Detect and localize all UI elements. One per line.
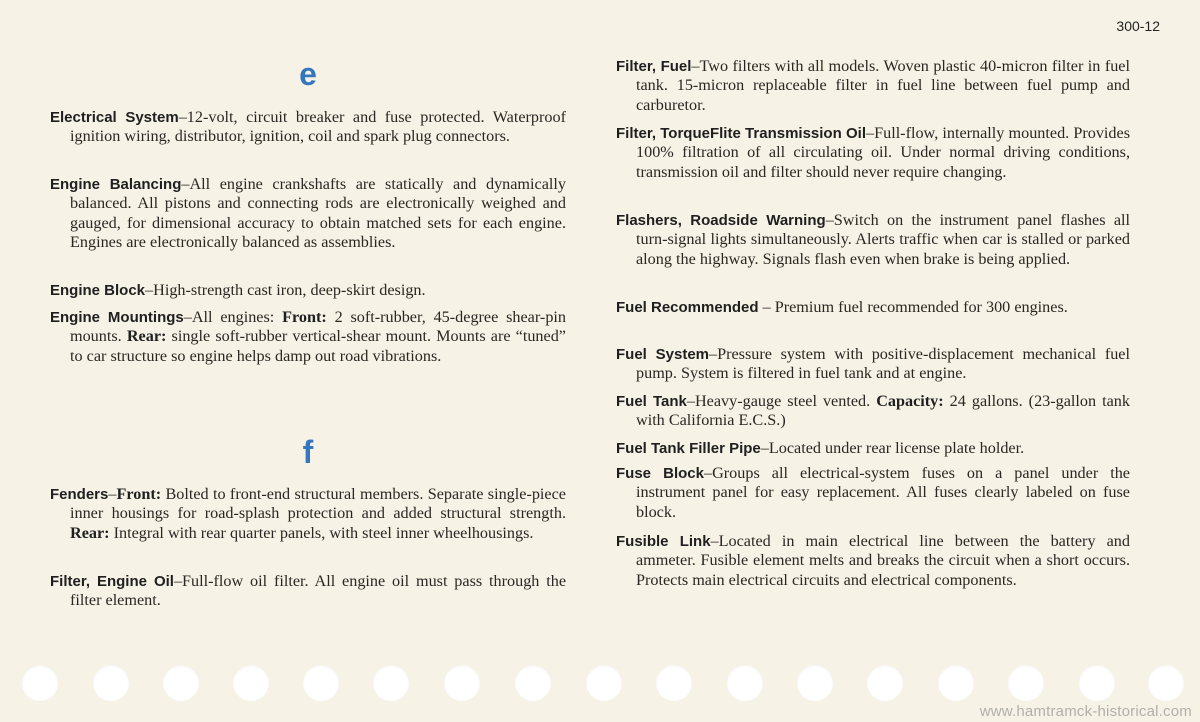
entry-text: 2 soft-rubber, 45-degree shear-pin mounts. — [70, 308, 567, 346]
entry-term: Engine Mountings — [50, 309, 184, 326]
page-number: 300-12 — [1116, 18, 1160, 34]
binder-hole — [444, 665, 480, 701]
binder-holes — [0, 665, 1200, 705]
binder-hole — [303, 665, 339, 701]
entry-text: –Switch on the instrument panel flashes all turn-signal lights simultaneously. Alerts traffic when car is stalled or parked along the highway. Signals flash even when brake is being applied. — [636, 211, 1130, 268]
entry-text: –12-volt, circuit breaker and fuse protected. Waterproof ignition wiring, distributor, ignition, coil and spark plug connectors. — [70, 108, 566, 146]
binder-hole — [233, 665, 269, 701]
entry-flashers-roadside-warning — [616, 211, 1130, 269]
binder-hole — [867, 665, 903, 701]
entry-engine-mountings — [50, 308, 566, 366]
entry-term: Filter, Fuel — [616, 58, 692, 75]
entry-term: Filter, TorqueFlite Transmission Oil — [616, 125, 866, 142]
entry-text: –Full-flow oil filter. All engine oil must pass through the filter element. — [70, 572, 567, 610]
section-letter-f: f — [302, 434, 314, 470]
entry-subhead: Front: — [282, 308, 327, 326]
section-letter-e: e — [299, 56, 317, 92]
binder-hole — [93, 665, 129, 701]
entry-fuse-block — [616, 464, 1130, 522]
binder-hole — [373, 665, 409, 701]
entry-engine-block — [50, 281, 566, 300]
entry-subhead: Rear: — [126, 327, 167, 346]
binder-hole — [1008, 665, 1044, 701]
entry-fuel-recommended — [616, 298, 1130, 317]
entry-fenders — [50, 485, 566, 543]
entry-filter-transmission-oil — [616, 124, 1130, 182]
binder-hole — [656, 665, 692, 701]
entry-engine-balancing — [50, 175, 566, 253]
binder-hole — [797, 665, 833, 701]
entry-text: – Premium fuel recommended for 300 engines. — [758, 298, 1068, 316]
entry-text: single soft-rubber vertical-shear mount. Mounts are “tuned” to car structure so engine helps damp out road vibrations. — [70, 327, 566, 365]
entry-text: 24 gallons. (23-gallon tank with California E.C.S.) — [636, 392, 1130, 430]
entry-fuel-system — [616, 345, 1130, 384]
entry-text: Bolted to front-end structural members. Separate single-piece inner housings for road-splash protection and added structural strength. — [70, 485, 566, 523]
binder-hole — [515, 665, 551, 701]
entry-filter-fuel — [616, 57, 1130, 115]
entry-term: Fuel System — [616, 346, 709, 363]
entry-term: Engine Balancing — [50, 176, 182, 193]
binder-hole — [163, 665, 199, 701]
entry-electrical-system — [50, 108, 566, 147]
entry-subhead: Rear: — [70, 523, 110, 542]
entry-text: –High-strength cast iron, deep-skirt design. — [145, 281, 426, 299]
entry-subhead: Front: — [116, 485, 162, 503]
binder-hole — [938, 665, 974, 701]
entry-term: Engine Block — [50, 282, 146, 299]
entry-term: Fenders — [50, 486, 109, 503]
entry-term: Fuel Tank Filler Pipe — [616, 440, 761, 457]
entry-subhead: Capacity: — [876, 392, 944, 410]
entry-fusible-link — [616, 532, 1130, 590]
entry-text: – — [108, 485, 117, 503]
entry-fuel-tank — [616, 392, 1130, 431]
entry-term: Electrical System — [50, 109, 179, 126]
entry-text: –Two filters with all models. Woven plastic 40-micron filter in fuel tank. 15-micron replaceable filter in fuel line between fuel pump and carburetor. — [636, 57, 1130, 114]
entry-term: Fuel Recommended — [616, 299, 759, 316]
entry-fuel-tank-filler-pipe — [616, 439, 1130, 458]
binder-hole — [727, 665, 763, 701]
entry-term: Filter, Engine Oil — [50, 573, 174, 590]
entry-text: –All engines: — [183, 308, 283, 326]
entry-text: Integral with rear quarter panels, with steel inner wheelhousings. — [109, 523, 534, 542]
entry-term: Flashers, Roadside Warning — [616, 212, 826, 229]
entry-term: Fuse Block — [616, 465, 704, 482]
entry-term: Fusible Link — [616, 533, 711, 550]
binder-hole — [22, 665, 58, 701]
binder-hole — [1148, 665, 1184, 701]
entry-text: –Full-flow, internally mounted. Provides 100% filtration of all circulating oil. Under normal driving conditions, transmission oil and filter should never require changing. — [636, 124, 1130, 181]
entry-text: –Heavy-gauge steel vented. — [686, 392, 877, 410]
binder-hole — [586, 665, 622, 701]
entry-term: Fuel Tank — [616, 393, 687, 410]
entry-text: –Located in main electrical line between the battery and ammeter. Fusible element melts and breaks the circuit when a short occurs. Protects main electrical circuits and electrical components. — [636, 532, 1130, 589]
entry-text: –All engine crankshafts are statically and dynamically balanced. All pistons and connecting rods are electronically weighed and gauged, for dimensional accuracy to obtain matched sets for each engine. Engines are electronically balanced as assemblies. — [70, 175, 566, 252]
entry-text: –Pressure system with positive-displacement mechanical fuel pump. System is filtered in fuel tank and at engine. — [636, 345, 1130, 383]
entry-text: –Groups all electrical-system fuses on a panel under the instrument panel for easy replacement. All fuses clearly labeled on fuse block. — [636, 464, 1130, 521]
watermark: www.hamtramck-historical.com — [979, 703, 1192, 720]
entry-text: –Located under rear license plate holder. — [760, 439, 1025, 457]
entry-filter-engine-oil — [50, 572, 566, 611]
binder-hole — [1079, 665, 1115, 701]
